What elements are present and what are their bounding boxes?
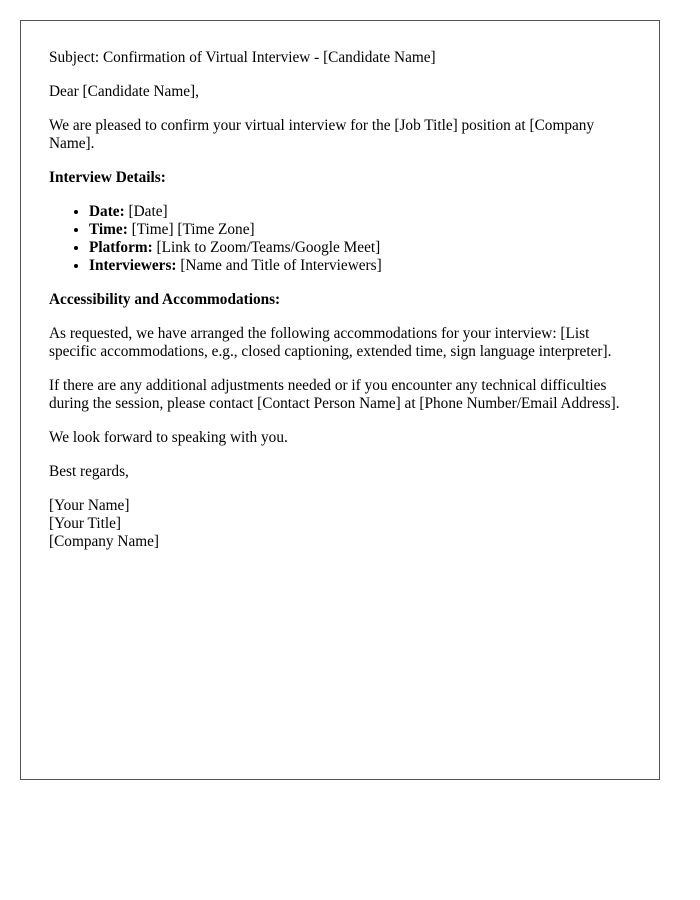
sign-off: Best regards, <box>49 463 129 480</box>
signature-name: [Your Name] <box>49 497 130 514</box>
signature-company: [Company Name] <box>49 533 160 550</box>
interview-details-list <box>49 203 631 275</box>
signature-block <box>49 497 631 551</box>
signature-title: [Your Title] <box>49 515 121 532</box>
detail-value: [Date] <box>124 203 168 220</box>
greeting: Dear [Candidate Name], <box>49 83 199 100</box>
detail-label: Interviewers: <box>89 257 177 274</box>
contact-paragraph: If there are any additional adjustments needed or if you encounter any technical difficulties during the session, please contact [Contact Person Name] at [Phone Number/Email Address]. <box>49 377 620 412</box>
interview-details-heading: Interview Details: <box>49 169 166 186</box>
detail-label: Time: <box>89 221 128 238</box>
detail-label: Platform: <box>89 239 153 256</box>
detail-interviewers <box>89 257 631 275</box>
detail-value: [Name and Title of Interviewers] <box>176 257 382 274</box>
detail-value: [Time] [Time Zone] <box>127 221 255 238</box>
detail-date <box>89 203 631 221</box>
closing-line: We look forward to speaking with you. <box>49 429 288 446</box>
accessibility-heading: Accessibility and Accommodations: <box>49 291 281 308</box>
accommodations-paragraph: As requested, we have arranged the following accommodations for your interview: [List specific accommodations, e.g., closed captioning, extended time, sign language interpreter]. <box>49 325 612 360</box>
detail-value: [Link to Zoom/Teams/Google Meet] <box>152 239 381 256</box>
detail-time <box>89 221 631 239</box>
detail-platform <box>89 239 631 257</box>
letter-document <box>20 20 660 780</box>
detail-label: Date: <box>89 203 125 220</box>
intro-paragraph: We are pleased to confirm your virtual interview for the [Job Title] position at [Company Name]. <box>49 117 595 152</box>
subject-line: Subject: Confirmation of Virtual Interview - [Candidate Name] <box>49 49 436 66</box>
